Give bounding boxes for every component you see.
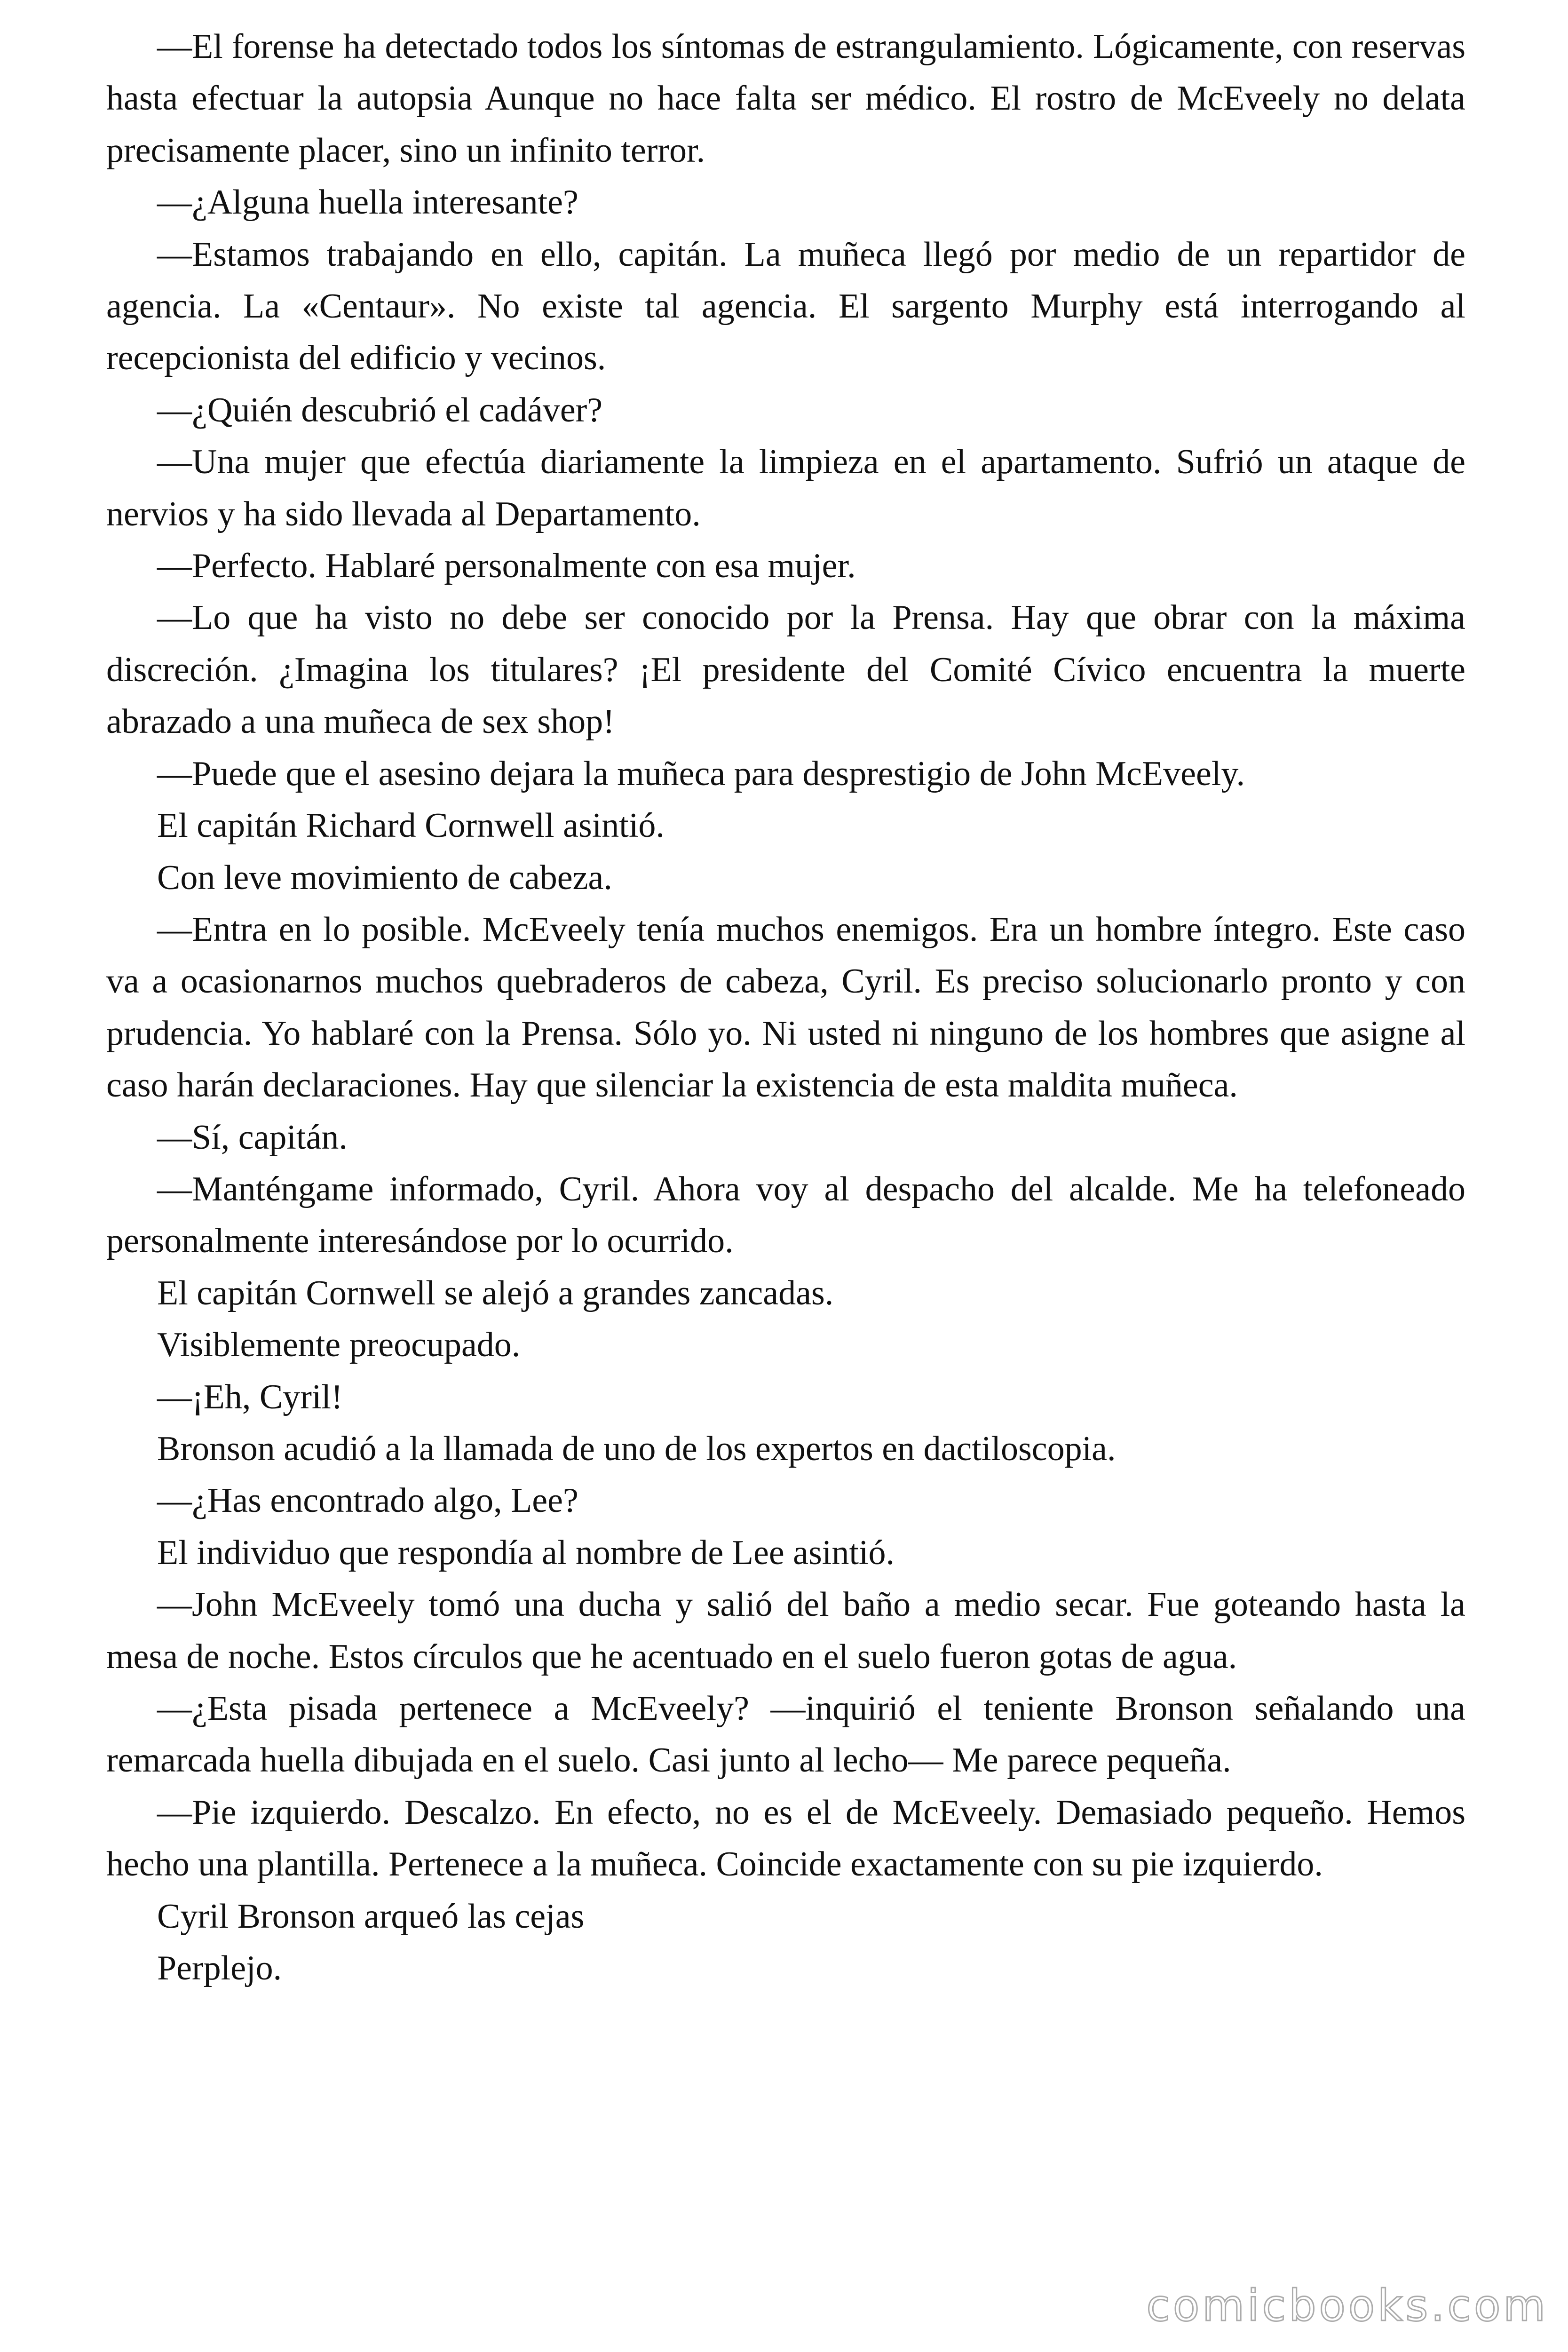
paragraph: El individuo que respondía al nombre de Lee asintió. [157,1533,895,1572]
paragraph: —¿Alguna huella interesante? [157,183,578,222]
paragraph: —Una mujer que efectúa diariamente la limpieza en el apartamento. Sufrió un ataque de nervios y ha sido llevada al Departamento. [106,443,1465,533]
paragraph: —¿Has encontrado algo, Lee? [157,1481,578,1520]
paragraph: —El forense ha detectado todos los síntomas de estrangulamiento. Lógicamente, con reservas hasta efectuar la autopsia Aunque no hace falta ser médico. El rostro de McEveely no delata precisamente placer, sino un infinito terror. [106,27,1465,170]
paragraph: Cyril Bronson arqueó las cejas [157,1897,585,1936]
paragraph: Perplejo. [157,1949,282,1988]
paragraph: —John McEveely tomó una ducha y salió del baño a medio secar. Fue goteando hasta la mesa de noche. Estos círculos que he acentuado en el suelo fueron gotas de agua. [106,1585,1465,1676]
site-watermark: comicbooks.com [1146,2280,1548,2331]
story-text [106,21,1465,1994]
paragraph: Bronson acudió a la llamada de uno de los expertos en dactiloscopia. [157,1429,1116,1468]
paragraph: Visiblemente preocupado. [157,1326,521,1365]
paragraph: —Perfecto. Hablaré personalmente con esa mujer. [157,547,856,586]
paragraph: —Puede que el asesino dejara la muñeca para desprestigio de John McEveely. [157,754,1245,793]
paragraph: —Sí, capitán. [157,1118,348,1157]
paragraph: El capitán Cornwell se alejó a grandes zancadas. [157,1273,834,1312]
paragraph: —¡Eh, Cyril! [157,1377,343,1416]
paragraph: —Manténgame informado, Cyril. Ahora voy al despacho del alcalde. Me ha telefoneado personalmente interesándose por lo ocurrido. [106,1169,1465,1261]
paragraph: —Lo que ha visto no debe ser conocido por la Prensa. Hay que obrar con la máxima discreción. ¿Imagina los titulares? ¡El presidente del Comité Cívico encuentra la muerte abrazado a una muñeca de sex shop! [106,598,1465,741]
paragraph: —¿Quién descubrió el cadáver? [157,390,603,429]
paragraph: —Estamos trabajando en ello, capitán. La muñeca llegó por medio de un repartidor de agencia. La «Centaur». No existe tal agencia. El sargento Murphy está interrogando al recepcionista del edificio y vecinos. [106,235,1465,378]
paragraph: —¿Esta pisada pertenece a McEveely? —inquirió el teniente Bronson señalando una remarcada huella dibujada en el suelo. Casi junto al lecho— Me parece pequeña. [106,1689,1465,1780]
paragraph: Con leve movimiento de cabeza. [157,858,612,897]
paragraph: El capitán Richard Cornwell asintió. [157,806,665,845]
paragraph: —Entra en lo posible. McEveely tenía muchos enemigos. Era un hombre íntegro. Este caso va a ocasionarnos muchos quebraderos de cabeza, Cyril. Es preciso solucionarlo pronto y con prudencia. Yo hablaré con la Prensa. Sólo yo. Ni usted ni ninguno de los hombres que asigne al caso harán declaraciones. Hay que silenciar la existencia de esta maldita muñeca. [106,910,1465,1105]
paragraph: —Pie izquierdo. Descalzo. En efecto, no es el de McEveely. Demasiado pequeño. Hemos hecho una plantilla. Pertenece a la muñeca. Coincide exactamente con su pie izquierdo. [106,1793,1465,1884]
